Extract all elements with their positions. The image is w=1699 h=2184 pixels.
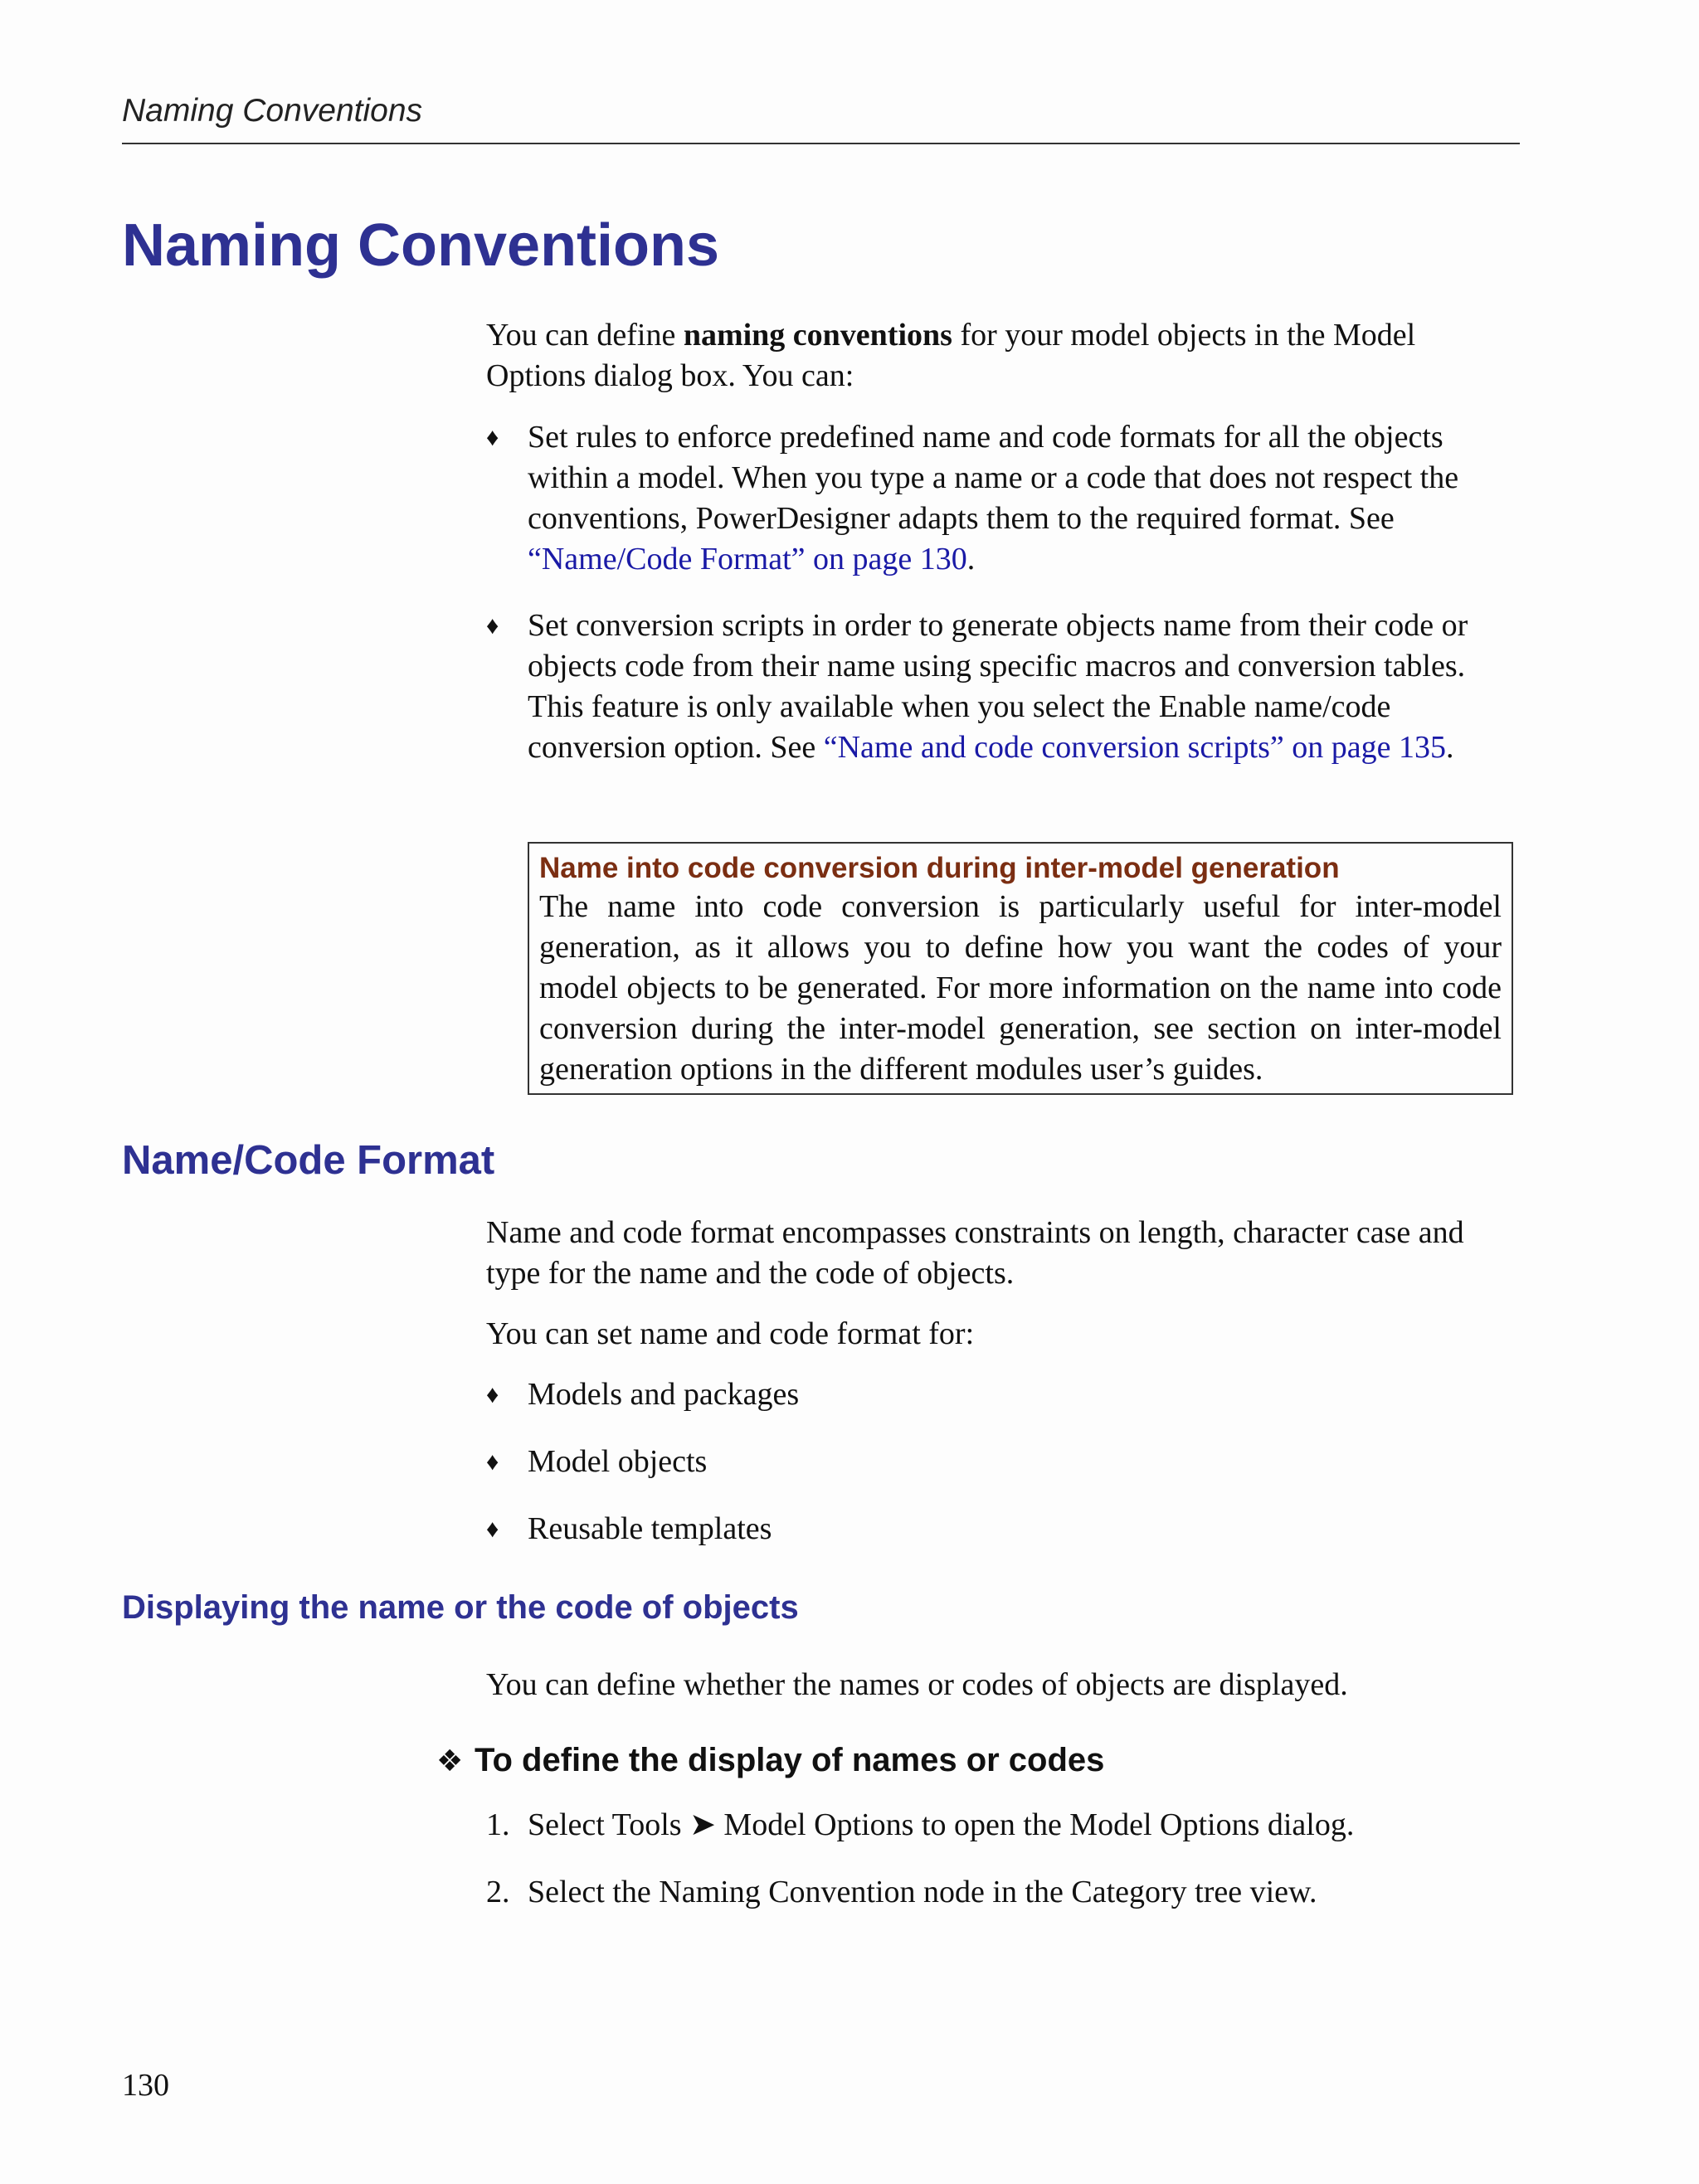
page-number: 130 <box>122 2068 169 2103</box>
procedure-diamond-icon: ❖ <box>436 1744 464 1778</box>
bullet-text: Reusable templates <box>528 1511 772 1546</box>
cross-reference-link[interactable]: “Name and code conversion scripts” on page 135 <box>823 730 1446 765</box>
format-scope-lead: You can set name and code format for: <box>486 1316 975 1351</box>
bullet-text-end: . <box>966 542 976 576</box>
subsection-paragraph <box>486 1213 1523 1294</box>
bullet-text: Model objects <box>528 1444 708 1479</box>
step-number: 1. <box>486 1807 510 1842</box>
intro-bold-term: naming conventions <box>683 318 952 353</box>
intro-text-after: for your model objects in the Model Options dialog box. You can: <box>486 318 1416 393</box>
section-title: Naming Conventions <box>122 212 720 279</box>
procedure-title <box>436 1742 1104 1779</box>
diamond-bullet-icon: ♦ <box>486 1448 499 1476</box>
bullet-text: Models and packages <box>528 1377 800 1412</box>
list-item <box>486 417 1523 580</box>
subsubsection-paragraph <box>486 1665 1523 1705</box>
intro-text-before: You can define <box>486 318 684 353</box>
header-rule <box>122 143 1520 144</box>
note-body: The name into code conversion is particularly useful for inter-model generation, as it allows you to define how you want the codes of your model objects to be generated. For more information on the name into code conversion during the inter-model generation, see section on inter-model generation options in the different modules user’s guides. <box>539 889 1502 1087</box>
step-text: Select Tools ➤ Model Options to open the Model Options dialog. <box>528 1807 1355 1842</box>
format-description: Name and code format encompasses constraints on length, character case and type for the name and the code of objects. <box>486 1215 1464 1291</box>
procedure-title-text: To define the display of names or codes <box>475 1742 1105 1778</box>
procedure-step <box>486 1872 1523 1913</box>
list-item <box>486 1374 1523 1415</box>
note-title: Name into code conversion during inter-model generation <box>539 852 1340 884</box>
running-header: Naming Conventions <box>122 93 423 129</box>
list-item <box>486 1509 1523 1549</box>
diamond-bullet-icon: ♦ <box>486 1515 499 1543</box>
cross-reference-link[interactable]: “Name/Code Format” on page 130 <box>528 542 967 576</box>
intro-paragraph <box>486 315 1523 396</box>
list-item <box>486 606 1523 768</box>
list-item <box>486 1442 1523 1482</box>
step-number: 2. <box>486 1875 510 1909</box>
bullet-text: Set rules to enforce predefined name and code formats for all the objects within a model. When you type a name or a code that does not respect the conventions, PowerDesigner adapts them to the required format. See <box>528 420 1459 536</box>
step-text: Select the Naming Convention node in the Category tree view. <box>528 1875 1317 1909</box>
subsection-title: Name/Code Format <box>122 1138 495 1183</box>
diamond-bullet-icon: ♦ <box>486 424 499 451</box>
subsection-paragraph <box>486 1314 1523 1355</box>
note-box <box>528 842 1513 1095</box>
bullet-text: Set conversion scripts in order to generate objects name from their code or objects code from their name using specific macros and conversion tables. This feature is only available when you select the Enable name/code conversion option. See <box>528 608 1468 765</box>
bullet-text-end: . <box>1445 730 1454 765</box>
procedure-step <box>486 1805 1523 1846</box>
display-description: You can define whether the names or codes of objects are displayed. <box>486 1667 1348 1702</box>
diamond-bullet-icon: ♦ <box>486 612 499 640</box>
diamond-bullet-icon: ♦ <box>486 1381 499 1408</box>
subsubsection-title: Displaying the name or the code of objects <box>122 1589 799 1626</box>
